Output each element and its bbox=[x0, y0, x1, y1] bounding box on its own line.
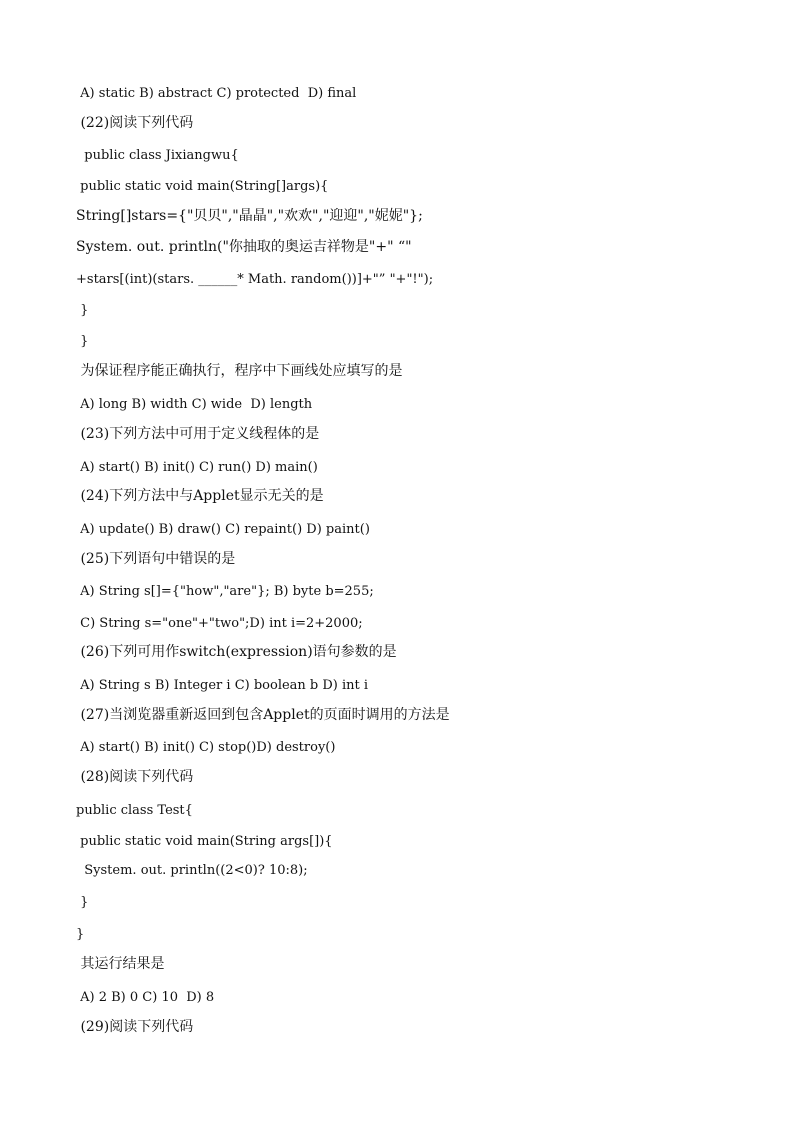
text-line: (22)阅读下列代码 bbox=[76, 115, 194, 131]
text-line: C) String s="one"+"two";D) int i=2+2000; bbox=[76, 616, 363, 631]
text-line: 为保证程序能正确执行，程序中下画线处应填写的是 bbox=[76, 363, 403, 379]
text-line: A) String s[]={"how","are"}; B) byte b=255; bbox=[76, 584, 374, 599]
text-line: } bbox=[76, 334, 89, 349]
text-line: (26)下列可用作switch(expression)语句参数的是 bbox=[76, 644, 397, 660]
text-line: String[]stars={"贝贝","晶晶","欢欢","迎迎","妮妮"}; bbox=[76, 208, 423, 224]
text-line: +stars[(int)(stars. ______* Math. random())]+"” "+"!"); bbox=[76, 272, 434, 287]
text-line: A) start() B) init() C) run() D) main() bbox=[76, 460, 318, 475]
text-line: } bbox=[76, 303, 89, 318]
text-line: System. out. println("你抽取的奥运吉祥物是"+" “" bbox=[76, 239, 412, 255]
text-line: System. out. println((2<0)? 10:8); bbox=[76, 863, 308, 878]
text-line: 其运行结果是 bbox=[76, 956, 165, 972]
text-line: (25)下列语句中错误的是 bbox=[76, 551, 236, 567]
text-line: A) start() B) init() C) stop()D) destroy() bbox=[76, 740, 336, 755]
text-line: (29)阅读下列代码 bbox=[76, 1019, 194, 1035]
text-line: } bbox=[76, 927, 85, 942]
text-line: public class Jixiangwu{ bbox=[76, 148, 239, 163]
text-line: A) 2 B) 0 C) 10 D) 8 bbox=[76, 990, 215, 1005]
text-line: public static void main(String args[]){ bbox=[76, 834, 333, 849]
text-line: A) long B) width C) wide D) length bbox=[76, 397, 313, 412]
text-line: A) static B) abstract C) protected D) final bbox=[76, 86, 357, 101]
text-line: (28)阅读下列代码 bbox=[76, 769, 194, 785]
text-line: A) update() B) draw() C) repaint() D) paint() bbox=[76, 522, 370, 537]
text-line: } bbox=[76, 895, 89, 910]
text-line: A) String s B) Integer i C) boolean b D) int i bbox=[76, 678, 369, 693]
text-line: (27)当浏览器重新返回到包含Applet的页面时调用的方法是 bbox=[76, 707, 450, 723]
text-line: public static void main(String[]args){ bbox=[76, 179, 329, 194]
text-line: (24)下列方法中与Applet显示无关的是 bbox=[76, 488, 324, 504]
text-line: (23)下列方法中可用于定义线程体的是 bbox=[76, 426, 320, 442]
text-line: public class Test{ bbox=[76, 803, 193, 818]
